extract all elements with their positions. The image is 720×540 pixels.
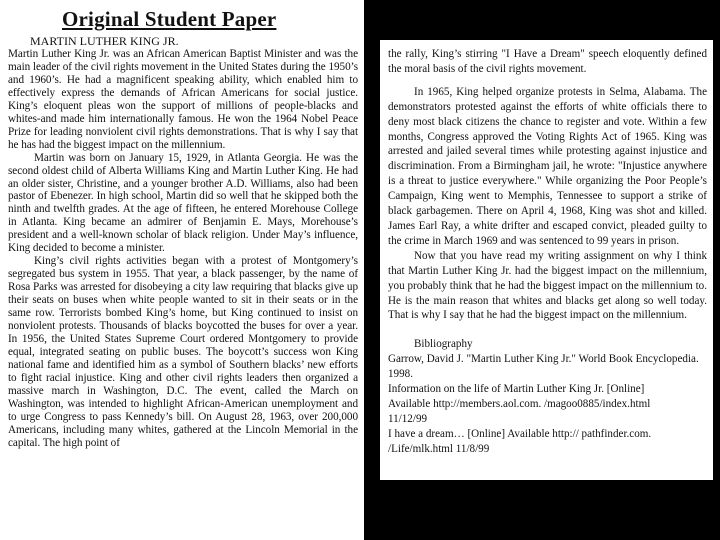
paragraph-civil-rights: King’s civil rights activities began with a protest of Montgomery’s segregated bus system in 1955. That year, a black passenger, by the name of Rosa Parks was arrested for disobeying a city law requiring that blacks give up their seats on buses when white people wanted to sit in their seats or in the same row. Terrorists bombed King’s home, but King continued to insist on nonviolent protests. Thousands of blacks boycotted the buses for over a year. In 1956, the United States Supreme Court ordered Montgomery to provide equal, integrated seating on public buses. The boycott’s success won King national fame and identified him as a symbol of Southern blacks’ new efforts to fight racial injustice. King and other civil rights leaders then organized a massive march in Washington, D.C. The event, called the March on Washington, was intended to highlight African-American unemployment and to urge Congress to pass Kennedy’s bill. On August 28, 1963, over 200,000 Americans, including many whites, gathered at the Lincoln Memorial in the capital. The high point of	[8, 255, 358, 449]
paragraph-conclusion: Now that you have read my writing assignment on why I think that Martin Luther King Jr. had the biggest impact on the millennium, you probably think that he had the biggest impact on the millennium to. He is the main reason that whites and blacks get along so well today. That is why I say that he had the biggest impact on the millennium.	[388, 249, 707, 322]
paragraph-selma: In 1965, King helped organize protests in Selma, Alabama. The demonstrators protested against the efforts of white officials there to deny most black citizens the chance to register and vote. Within a few months, Congress approved the Voting Rights Act of 1965. King was arrested and jailed several times while protesting against injustice and discrimination. From a Birmingham jail, he wrote: "Injustice anywhere is a threat to justice everywhere." While organizing the Poor People’s Campaign, King went to Memphis, Tennessee to support a strike of black garbagemen. There on April 4, 1968, King was shot and killed. James Earl Ray, a white drifter and escaped convict, pleaded guilty to the crime in March 1969 and was sentenced to 99 years in prison.	[388, 85, 707, 247]
bibliography-heading: Bibliography	[414, 338, 473, 351]
page-title: Original Student Paper	[62, 7, 277, 31]
bibliography-entry: Garrow, David J. "Martin Luther King Jr." World Book Encyclopedia. 1998.	[388, 353, 699, 381]
paragraph-early-life: Martin was born on January 15, 1929, in Atlanta Georgia. He was the second oldest child of Alberta Williams King and Martin Luther King. He had an older sister, Christine, and a younger brother A.D. Williams, also had been pastor of Ebenezer. In high school, Martin did so well that he skipped both the ninth and twelfth grades. At the age of fifteen, he entered Morehouse College in Atlanta. King became an admirer of Benjamin E. Mays, Morehouse’s president and a well-known scholar of black religion. Under May’s influence, King decided to become a minister.	[8, 151, 358, 255]
bibliography-entry: I have a dream… [Online] Available http:// pathfinder.com. /Life/mlk.html 11/8/99	[388, 427, 652, 455]
paragraph-intro: Martin Luther King Jr. was an African American Baptist Minister and was the main leader of the civil rights movement in the United States during the 1950’s and 1960’s. He had a magnificent speaking ability, which enabled him to effectively express the demands of African Americans for social justice. King’s eloquent pleas won the support of millions of people-blacks and whites-and made him internationally famous. He won the 1964 Nobel Peace Prize for leading nonviolent civil rights demonstrations. That is why I say that he has had the biggest impact on the millennium.	[8, 48, 358, 151]
right-page	[380, 40, 713, 480]
bibliography-entry: Information on the life of Martin Luther King Jr. [Online] Available http://members.aol.com. /magoo0885/index.html 11/12/99	[388, 383, 651, 425]
paragraph-continuation: the rally, King’s stirring "I Have a Dream" speech eloquently defined the moral basis of the civil rights movement.	[388, 48, 707, 75]
essay-heading: MARTIN LUTHER KING JR.	[30, 34, 179, 48]
